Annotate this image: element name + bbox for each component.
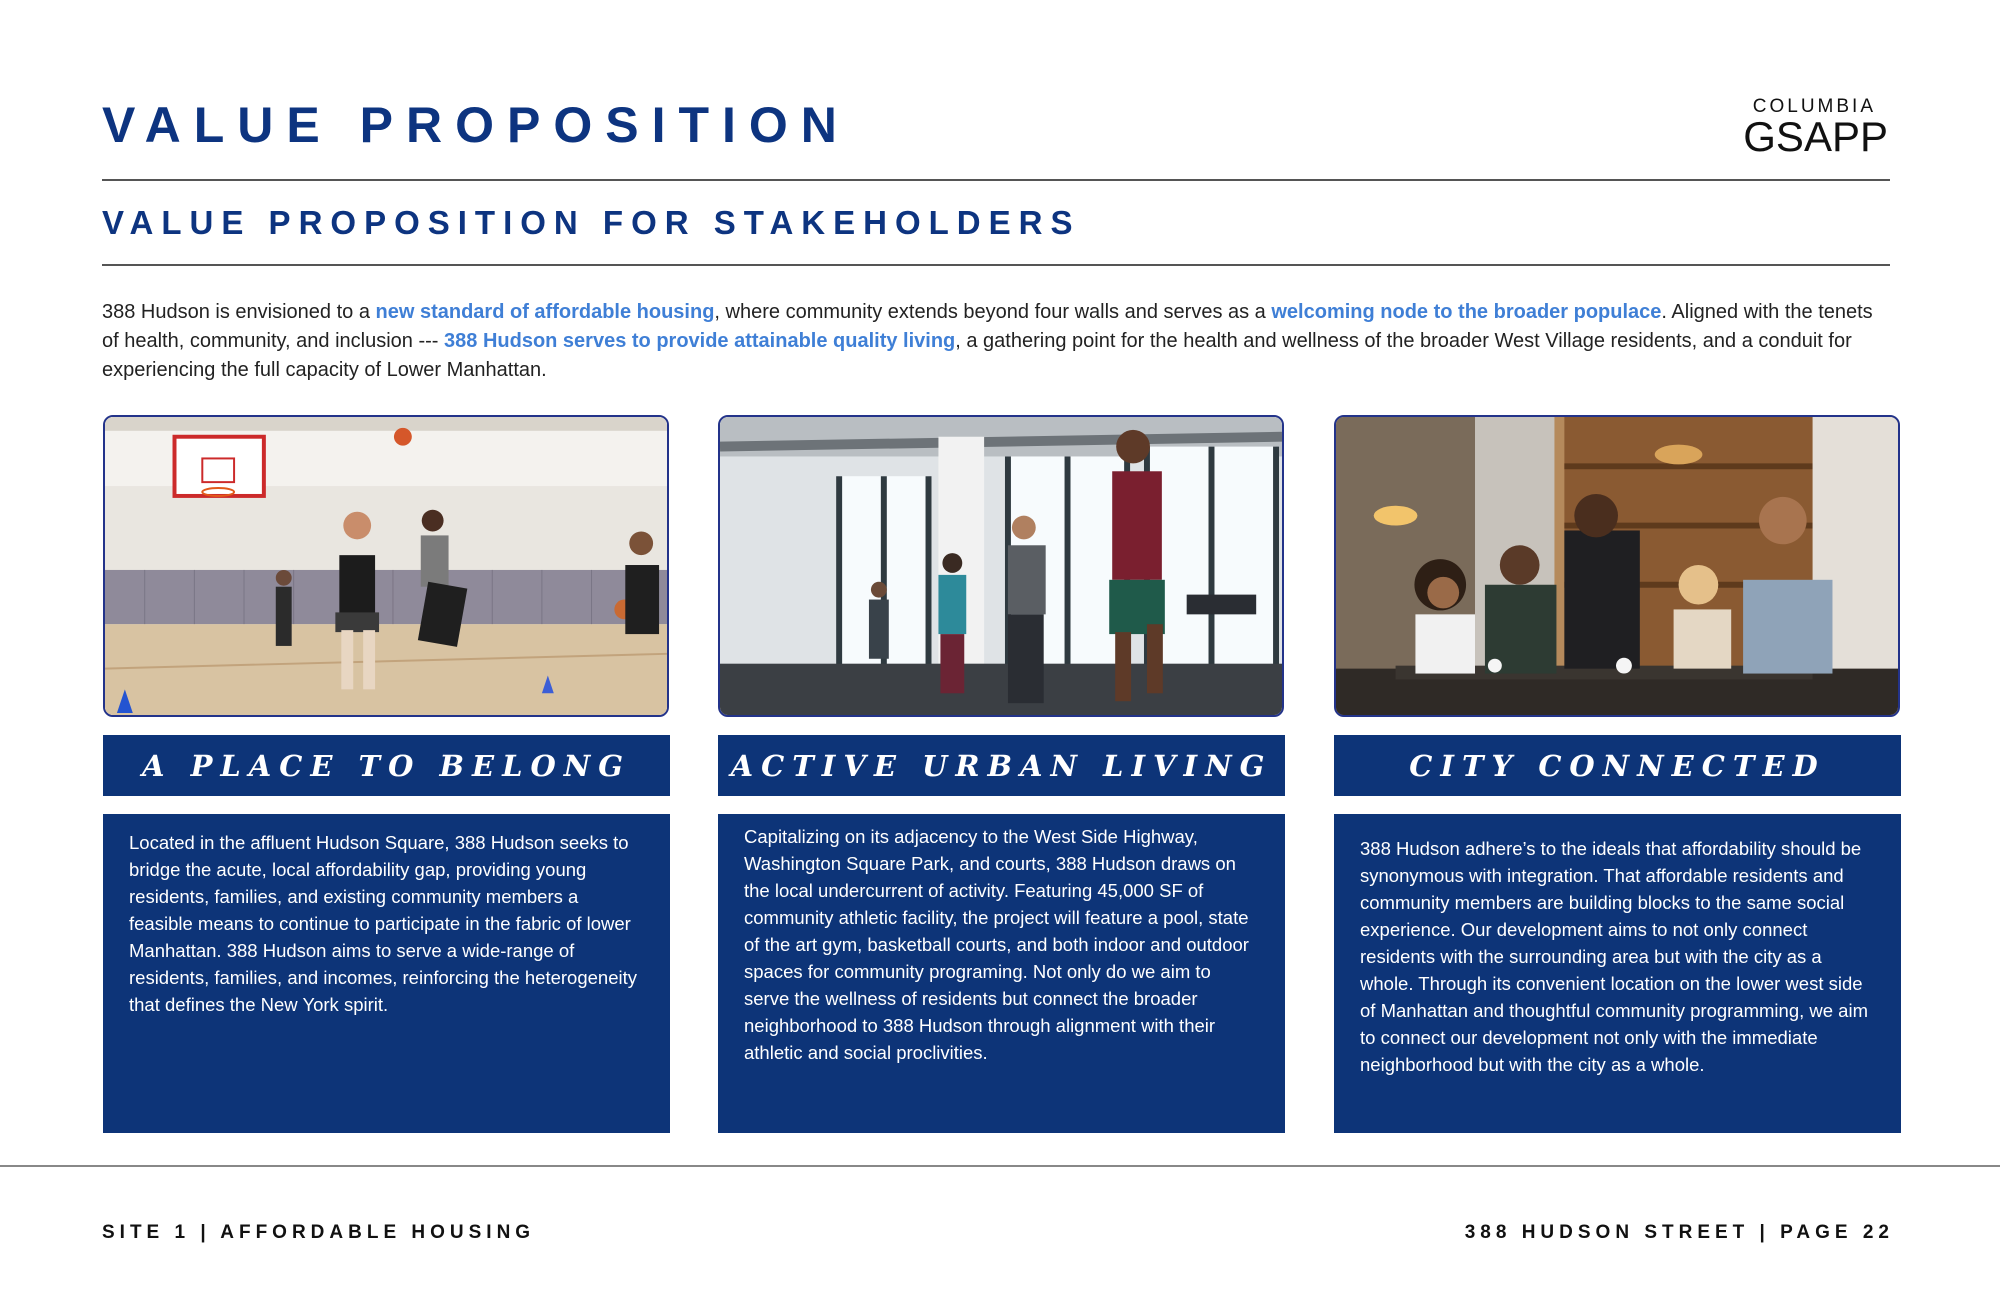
card-body-place-to-belong: [103, 814, 670, 1133]
card-heading-city-connected: CITY CONNECTED: [1334, 735, 1901, 796]
logo-top-text: COLUMBIA: [1752, 96, 1876, 117]
intro-paragraph: [102, 298, 1892, 385]
intro-highlight-2: welcoming node to the broader populace: [1271, 301, 1662, 323]
card-body-text: 388 Hudson adhere’s to the ideals that affordability should be synonymous with integration. That affordable residents and community members are building blocks to the same social experience. Our development aims to not only connect residents with the surrounding area but with the city as a whole. Through its convenient location on the lower west side of Manhattan and thoughtful community programming, we aim to connect our development not only with the immediate neighborhood but with the city as a whole.: [1360, 838, 1868, 1075]
card-body-active-urban-living: [718, 814, 1285, 1133]
footer-page-label: 388 HUDSON STREET | PAGE 22: [1464, 1222, 1894, 1243]
treadmill-gym-photo: [718, 415, 1284, 717]
columbia-gsapp-logo: [1728, 96, 1888, 158]
card-heading-active-urban-living: ACTIVE URBAN LIVING: [718, 735, 1285, 796]
intro-text-1: 388 Hudson is envisioned to a: [102, 301, 376, 323]
intro-highlight-3: 388 Hudson serves to provide attainable quality living: [444, 330, 956, 352]
footer-site-label: SITE 1 | AFFORDABLE HOUSING: [102, 1222, 536, 1243]
card-body-text: Located in the affluent Hudson Square, 388 Hudson seeks to bridge the acute, local affordability gap, providing young residents, families, and existing community members a feasible means to continue to participate in the fabric of lower Manhattan. 388 Hudson aims to serve a wide-range of residents, families, and incomes, reinforcing the heterogeneity that defines the New York spirit.: [129, 832, 637, 1015]
header-divider: [102, 179, 1890, 181]
intro-text-2: , where community extends beyond four walls and serves as a: [714, 301, 1272, 323]
intro-text-3: . Aligned with the tenets of health, community, and inclusion ---: [102, 301, 1873, 352]
logo-main-text: GSAPP: [1743, 113, 1888, 160]
section-subtitle: VALUE PROPOSITION FOR STAKEHOLDERS: [102, 204, 1081, 241]
intro-highlight-1: new standard of affordable housing: [375, 301, 715, 323]
card-heading-place-to-belong: A PLACE TO BELONG: [103, 735, 670, 796]
card-body-city-connected: [1334, 814, 1901, 1133]
card-body-text: Capitalizing on its adjacency to the West Side Highway, Washington Square Park, and courts, 388 Hudson draws on the local undercurrent of activity. Featuring 45,000 SF of community athletic facility, the project will feature a pool, state of the art gym, basketball courts, and both indoor and outdoor spaces for community programing. Not only do we aim to serve the wellness of residents but connect the broader neighborhood to 388 Hudson through alignment with their athletic and social proclivities.: [744, 826, 1249, 1063]
footer-divider: [0, 1165, 2000, 1167]
cafe-friends-photo: [1334, 415, 1900, 717]
subtitle-divider: [102, 264, 1890, 266]
intro-text-4: , a gathering point for the health and wellness of the broader West Village residents, and a conduit for experiencing the full capacity of Lower Manhattan.: [102, 330, 1852, 381]
basketball-gym-photo: [103, 415, 669, 717]
page-title: VALUE PROPOSITION: [102, 97, 850, 153]
